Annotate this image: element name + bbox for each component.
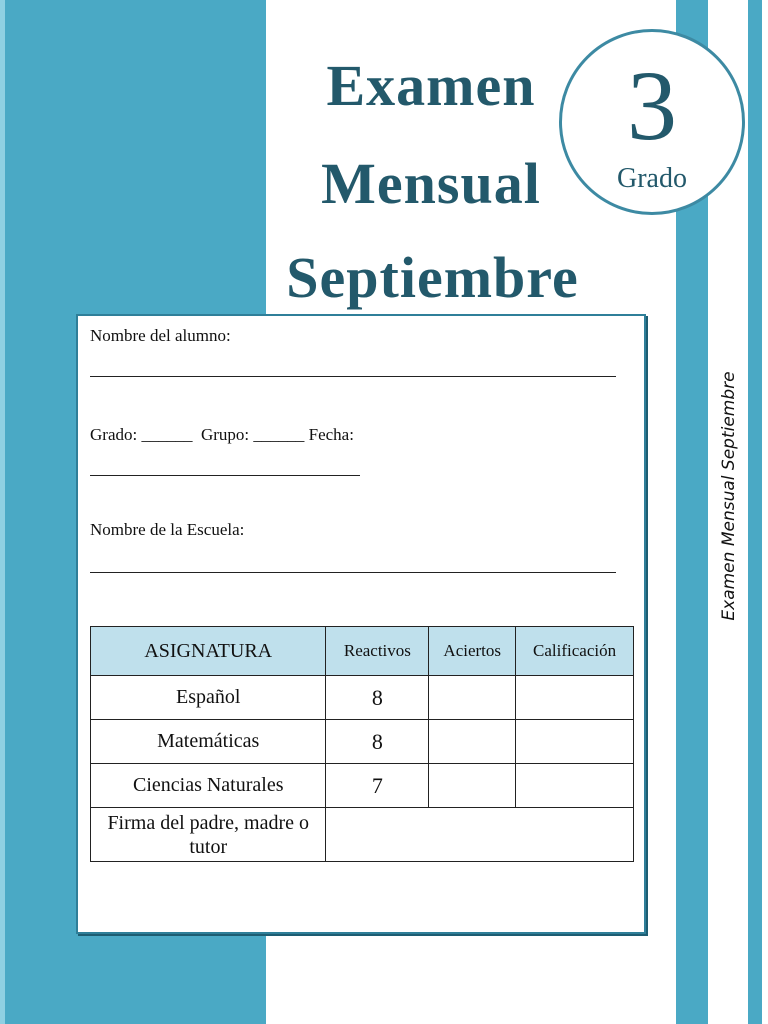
grade-number: 3 [627,50,677,161]
items-cell: 7 [326,764,429,808]
header-asignatura: ASIGNATURA [91,627,326,676]
header-aciertos: Aciertos [429,627,516,676]
student-info-card [76,314,646,934]
school-name-line[interactable] [90,572,616,573]
student-name-label: Nombre del alumno: [90,326,231,345]
grade-badge [559,29,745,215]
school-name-label: Nombre de la Escuela: [90,520,245,539]
grades-table [90,626,634,862]
title-line-3: Septiembre [286,245,579,310]
table-row [91,676,634,720]
subject-cell: Matemáticas [91,720,326,764]
table-header-row [91,627,634,676]
correct-cell[interactable] [429,676,516,720]
left-edge-stripe [0,0,5,1024]
subject-cell: Ciencias Naturales [91,764,326,808]
grade-cell[interactable] [516,764,634,808]
correct-cell[interactable] [429,764,516,808]
title-line-2: Mensual [321,151,541,216]
signature-label: Firma del padre, madre o tutor [91,808,326,862]
date-line[interactable] [90,475,360,476]
table-row [91,720,634,764]
items-cell: 8 [326,720,429,764]
grade-group-date-label: Grado: ______ Grupo: ______ Fecha: [90,425,354,444]
header-reactivos: Reactivos [326,627,429,676]
grade-label: Grado [617,163,687,194]
title-line-1: Examen [326,53,536,118]
signature-cell[interactable] [326,808,634,862]
grade-cell[interactable] [516,720,634,764]
side-label: Examen Mensual Septiembre [719,371,739,621]
items-cell: 8 [326,676,429,720]
signature-row [91,808,634,862]
correct-cell[interactable] [429,720,516,764]
student-name-line[interactable] [90,376,616,377]
table-row [91,764,634,808]
subject-cell: Español [91,676,326,720]
grade-cell[interactable] [516,676,634,720]
header-calificacion: Calificación [516,627,634,676]
right-edge-band [748,0,762,1024]
